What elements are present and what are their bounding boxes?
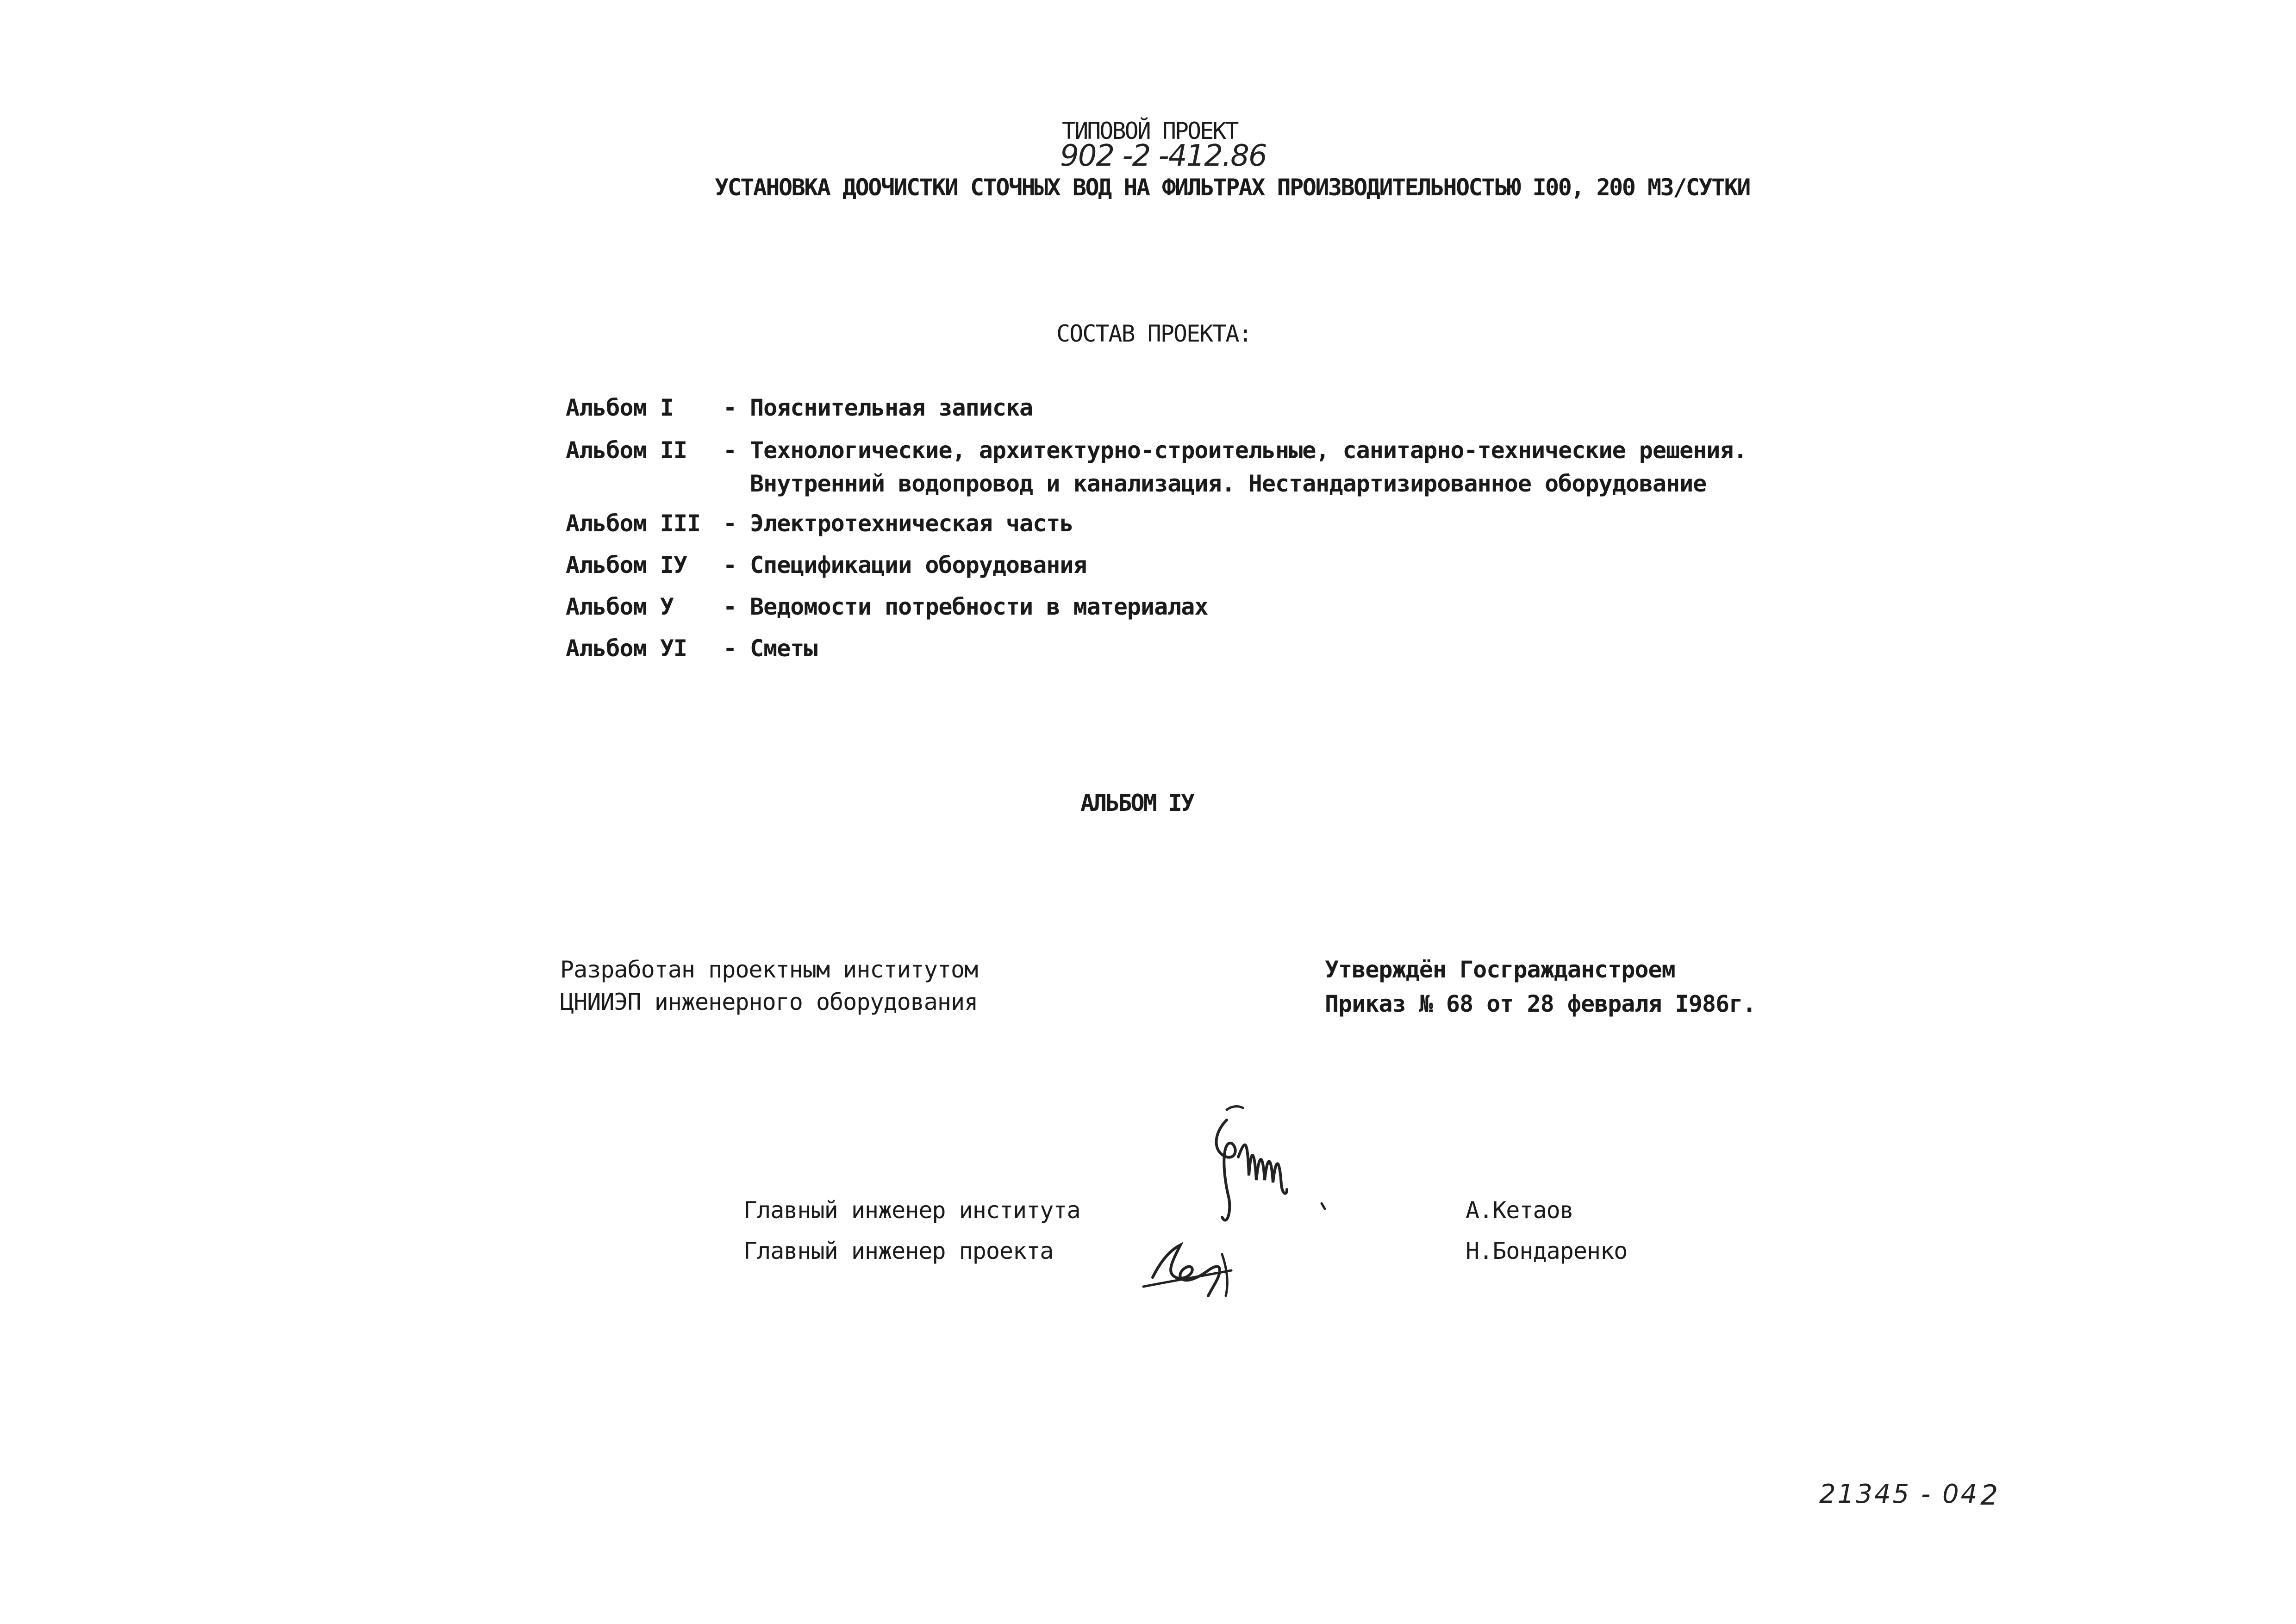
album-label: Альбом III xyxy=(566,510,701,537)
developer-line-1: Разработан проектным институтом xyxy=(560,956,978,983)
project-code: 902 -2 -412.86 xyxy=(1060,139,1267,173)
album-description: Ведомости потребности в материалах xyxy=(750,593,1208,620)
approval-line-1: Утверждён Госгражданстроем xyxy=(1325,956,1675,983)
album-dash: - xyxy=(723,593,737,620)
project-title: УСТАНОВКА ДООЧИСТКИ СТОЧНЫХ ВОД НА ФИЛЬТРАХ ПРОИЗВОДИТЕЛЬНОСТЬЮ I00, 200 МЗ/СУТКИ xyxy=(715,174,1750,201)
album-label: Альбом IУ xyxy=(566,552,687,579)
album-dash: - xyxy=(723,510,737,537)
album-description: Пояснительная записка xyxy=(750,394,1033,421)
signatory-role-chief-engineer-institute: Главный инженер института xyxy=(743,1197,1080,1224)
album-label: Альбом II xyxy=(566,437,687,464)
album-description: Технологические, архитектурно-строительные, санитарно-технические решения. xyxy=(750,437,1747,464)
album-description: Электротехническая часть xyxy=(750,510,1073,537)
approval-line-2: Приказ № 68 от 28 февраля I986г. xyxy=(1325,990,1756,1017)
developer-line-2: ЦНИИЭП инженерного оборудования xyxy=(560,989,978,1015)
signature-bondarenko xyxy=(1139,1226,1259,1300)
document-number: 21345 - 04 xyxy=(1819,1479,1979,1509)
series-label: ТИПОВОЙ ПРОЕКТ xyxy=(1062,118,1238,144)
album-dash: - xyxy=(723,552,737,579)
signatory-role-chief-engineer-project: Главный инженер проекта xyxy=(743,1238,1054,1264)
signatory-name-chief-engineer-institute: А.Кетаов xyxy=(1466,1197,1573,1224)
composition-heading: СОСТАВ ПРОЕКТА: xyxy=(1056,320,1252,347)
album-label: Альбом УI xyxy=(566,635,687,662)
signatory-name-chief-engineer-project: Н.Бондаренко xyxy=(1466,1238,1628,1264)
album-description: Спецификации оборудования xyxy=(750,552,1087,579)
album-label: Альбом I xyxy=(566,394,674,421)
album-description-cont: Внутренний водопровод и канализация. Нестандартизированное оборудование xyxy=(750,470,1707,497)
album-dash: - xyxy=(723,394,737,421)
current-album-title: АЛЬБОМ IУ xyxy=(1080,790,1193,816)
album-label: Альбом У xyxy=(566,593,674,620)
signature-ketaov xyxy=(1194,1101,1352,1240)
page-number: 2 xyxy=(1980,1479,1998,1512)
album-description: Сметы xyxy=(750,635,817,662)
album-dash: - xyxy=(723,635,737,662)
album-dash: - xyxy=(723,437,737,464)
